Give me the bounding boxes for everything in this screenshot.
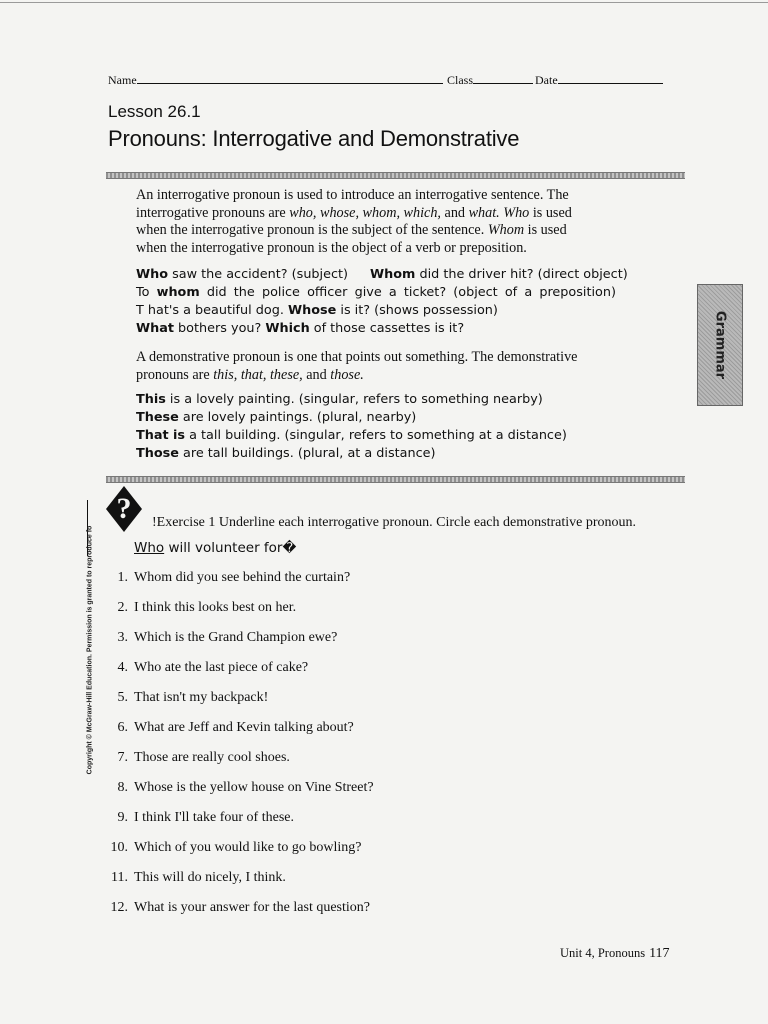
item-sentence[interactable]: Which is the Grand Champion ewe?	[134, 630, 338, 645]
item-sentence[interactable]: Whose is the yellow house on Vine Street?	[134, 780, 374, 795]
item-sentence[interactable]: Who ate the last piece of cake?	[134, 660, 309, 675]
exercise-item	[104, 810, 524, 840]
item-sentence[interactable]: Whom did you see behind the curtain?	[134, 570, 351, 585]
intro-text: interrogative pronouns are	[136, 204, 290, 221]
intro-line: A demonstrative pronoun is one that points out something. The demonstrative	[136, 349, 578, 365]
item-sentence[interactable]: Which of you would like to go bowling?	[134, 840, 362, 855]
demonstrative-example-1	[136, 391, 688, 409]
intro-text: pronouns are	[136, 366, 214, 383]
example-text: did the police officer give a ticket? (object of a preposition)	[199, 285, 616, 301]
demonstrative-section	[136, 349, 688, 462]
example-underlined-pronoun: Who	[134, 540, 165, 556]
interrogative-example-4	[136, 320, 688, 338]
interrogative-section	[136, 187, 688, 338]
intro-italic: what.	[468, 204, 500, 221]
example-text: bothers you?	[173, 320, 266, 336]
pronoun-bold: whom	[156, 285, 200, 301]
pronoun-bold: That is	[136, 427, 186, 443]
name-blank[interactable]	[137, 72, 443, 84]
intro-line: An interrogative pronoun is used to introduce an interrogative sentence. The	[136, 187, 569, 203]
example-text: T hat's a beautiful dog.	[136, 302, 288, 318]
item-number: 3.	[117, 630, 128, 645]
question-diamond-icon	[104, 484, 148, 534]
example-text: saw the accident? (subject)	[168, 267, 349, 283]
interrogative-example-2	[136, 284, 616, 302]
page-number: 117	[649, 946, 670, 961]
exercise-item	[104, 780, 524, 810]
intro-italic: this, that, these,	[213, 366, 303, 383]
example-text: did the driver hit? (direct object)	[415, 267, 628, 283]
interrogative-example-3	[136, 302, 688, 320]
item-number: 4.	[117, 660, 128, 675]
pronoun-bold: Who	[136, 267, 169, 283]
copyright-notice	[80, 500, 100, 800]
exercise-item	[104, 720, 524, 750]
exercise-example	[134, 540, 296, 556]
demonstrative-example-2	[136, 409, 688, 427]
pronoun-bold: What	[136, 320, 174, 336]
pronoun-bold: Whose	[288, 302, 337, 318]
item-number: 6.	[117, 720, 128, 735]
copyright-text: Copyright © McGraw-Hill Education. Permission is granted to reproduce fo	[86, 525, 94, 775]
example-text: a tall building. (singular, refers to something at a distance)	[185, 427, 567, 443]
item-sentence[interactable]: That isn't my backpack!	[134, 690, 269, 705]
exercise-item	[104, 570, 524, 600]
item-sentence[interactable]: What is your answer for the last question?	[134, 900, 370, 915]
exercise-item	[104, 750, 524, 780]
pronoun-bold: Those	[136, 445, 179, 461]
name-field[interactable]	[108, 72, 443, 88]
pronoun-bold: Whom	[370, 267, 416, 283]
item-number: 9.	[117, 810, 128, 825]
item-number: 12.	[110, 900, 128, 915]
intro-italic: Who	[503, 204, 530, 221]
pronoun-bold: This	[136, 392, 166, 408]
interrogative-definition	[136, 187, 688, 257]
item-number: 1.	[117, 570, 128, 585]
example-text: is it? (shows possession)	[336, 302, 498, 318]
class-field[interactable]	[447, 72, 533, 88]
footer-unit: Unit 4, Pronouns	[560, 946, 646, 960]
item-sentence[interactable]: What are Jeff and Kevin talking about?	[134, 720, 354, 735]
intro-italic: those.	[330, 366, 364, 383]
class-label: Class	[447, 73, 474, 87]
top-edge-line	[0, 2, 768, 3]
item-sentence[interactable]: This will do nicely, I think.	[134, 870, 286, 885]
interrogative-example-1	[136, 266, 688, 284]
intro-italic: Whom	[487, 222, 525, 239]
exercise-item	[104, 690, 524, 720]
intro-italic: who, whose, whom, which,	[289, 204, 441, 221]
exercise-item	[104, 630, 524, 660]
example-text: are lovely paintings. (plural, nearby)	[178, 409, 417, 425]
item-number: 7.	[117, 750, 128, 765]
name-label: Name	[108, 73, 137, 87]
item-number: 2.	[117, 600, 128, 615]
lesson-number: Lesson 26.1	[108, 102, 201, 121]
class-blank[interactable]	[473, 72, 533, 84]
item-number: 5.	[117, 690, 128, 705]
example-sentence: will volunteer for�	[164, 540, 297, 556]
top-divider-rule	[106, 172, 685, 179]
demonstrative-definition	[136, 349, 688, 384]
intro-text: and	[440, 204, 469, 221]
grammar-tab-label: Grammar	[712, 310, 728, 380]
item-number: 8.	[117, 780, 128, 795]
diamond-symbol: ?	[116, 492, 132, 525]
intro-line: when the interrogative pronoun is the object of a verb or preposition.	[136, 239, 527, 256]
exercise-item	[104, 870, 524, 900]
demonstrative-example-4	[136, 445, 688, 463]
item-sentence[interactable]: I think this looks best on her.	[134, 600, 297, 615]
example-text: To	[136, 285, 157, 301]
bottom-divider-rule	[106, 476, 685, 483]
date-blank[interactable]	[558, 72, 663, 84]
exercise-item	[104, 900, 524, 930]
intro-text: is used	[529, 204, 572, 221]
pronoun-bold: Which	[265, 320, 310, 336]
intro-text: and	[302, 366, 331, 383]
date-field[interactable]	[535, 72, 663, 88]
item-sentence[interactable]: Those are really cool shoes.	[134, 750, 290, 765]
item-number: 10.	[110, 840, 128, 855]
student-info-row	[108, 72, 668, 88]
page-title: Pronouns: Interrogative and Demonstrative	[108, 126, 520, 151]
example-text: are tall buildings. (plural, at a distance)	[178, 445, 436, 461]
item-sentence[interactable]: I think I'll take four of these.	[134, 810, 294, 825]
example-text: is a lovely painting. (singular, refers to something nearby)	[165, 392, 543, 408]
exercise-item-list	[104, 570, 524, 930]
grammar-side-tab	[697, 284, 743, 406]
item-number: 11.	[111, 870, 128, 885]
intro-text: is used	[524, 222, 567, 239]
exercise-item	[104, 600, 524, 630]
demonstrative-example-3	[136, 427, 688, 445]
intro-text: when the interrogative pronoun is the subject of the sentence.	[136, 222, 488, 239]
exercise-instruction: !Exercise 1 Underline each interrogative pronoun. Circle each demonstrative pronoun.	[152, 515, 636, 530]
exercise-item	[104, 840, 524, 870]
page-footer	[560, 946, 670, 962]
exercise-item	[104, 660, 524, 690]
pronoun-bold: These	[136, 409, 179, 425]
date-label: Date	[535, 73, 558, 87]
example-text: of those cassettes is it?	[309, 320, 465, 336]
